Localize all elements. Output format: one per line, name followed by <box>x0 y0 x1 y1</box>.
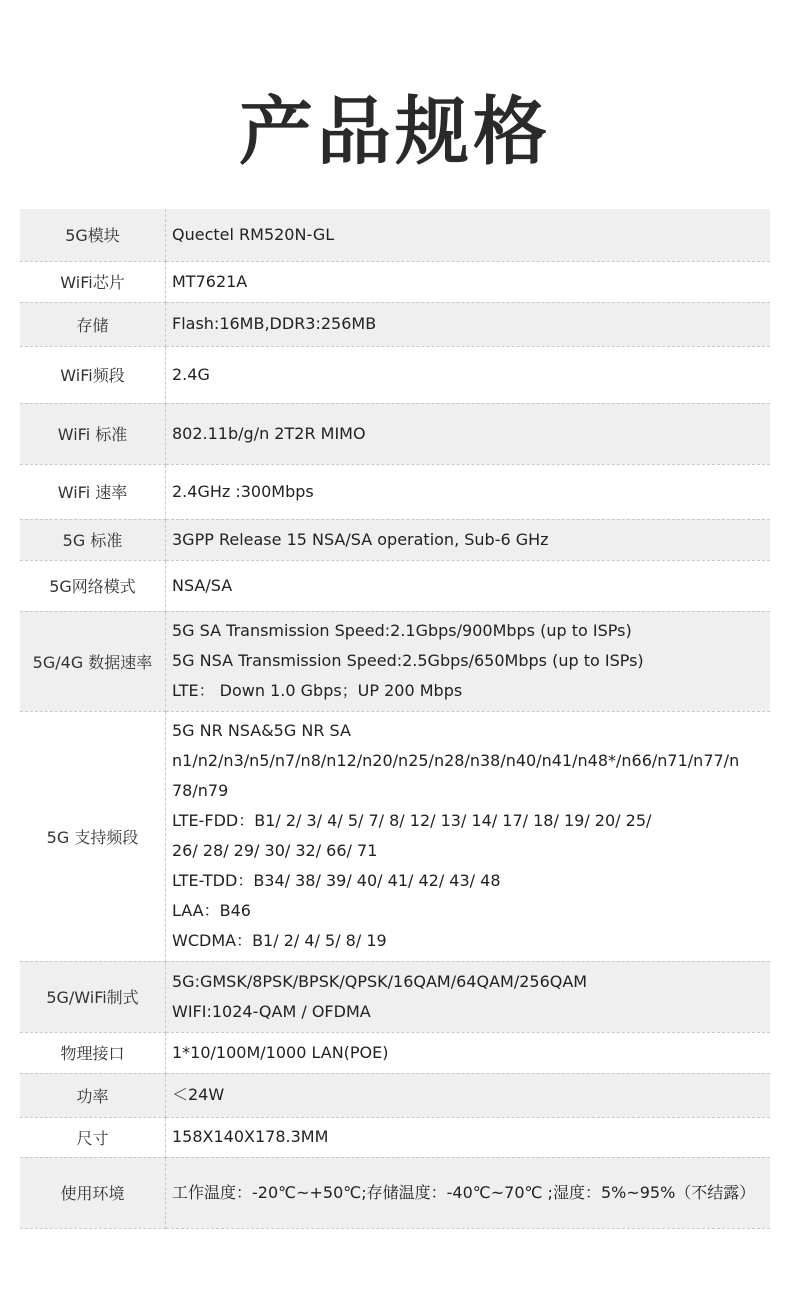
spec-value <box>166 261 771 302</box>
spec-row-wifi-chip <box>20 261 770 302</box>
spec-table <box>20 209 770 1229</box>
spec-value-line: MT7621A <box>172 271 248 291</box>
spec-value-line: LTE： Down 1.0 Gbps；UP 200 Mbps <box>172 681 463 700</box>
spec-value-line: 5G SA Transmission Speed:2.1Gbps/900Mbps (up to ISPs) <box>172 621 632 640</box>
spec-value <box>166 611 771 711</box>
spec-value-line: Quectel RM520N-GL <box>172 224 335 244</box>
spec-value <box>166 1157 771 1228</box>
spec-value-line: 78/n79 <box>172 781 229 800</box>
spec-value-line: 5G NR NSA&5G NR SA <box>172 721 351 740</box>
spec-value-line: LAA：B46 <box>172 901 251 920</box>
spec-value <box>166 1073 771 1117</box>
spec-value <box>166 346 771 403</box>
spec-value-line: 802.11b/g/n 2T2R MIMO <box>172 423 366 443</box>
spec-label: WiFi 速率 <box>20 464 166 519</box>
spec-label: 5G 支持频段 <box>20 711 166 961</box>
spec-row-data-rate <box>20 611 770 711</box>
spec-value <box>166 560 771 611</box>
spec-label: WiFi频段 <box>20 346 166 403</box>
spec-value-line: 158X140X178.3MM <box>172 1127 329 1146</box>
spec-label: 5G/4G 数据速率 <box>20 611 166 711</box>
spec-value-line: Flash:16MB,DDR3:256MB <box>172 314 377 333</box>
spec-value-line: 3GPP Release 15 NSA/SA operation, Sub-6 GHz <box>172 529 549 549</box>
spec-row-5g-module <box>20 209 770 261</box>
spec-row-wifi-band <box>20 346 770 403</box>
spec-value <box>166 1032 771 1073</box>
spec-row-storage <box>20 302 770 346</box>
spec-label: 5G 标准 <box>20 519 166 560</box>
page-title: 产品规格 <box>239 89 551 175</box>
spec-label: 尺寸 <box>20 1117 166 1157</box>
spec-row-wifi-standard <box>20 403 770 464</box>
spec-row-environment <box>20 1157 770 1228</box>
spec-value-line: ＜24W <box>172 1085 225 1104</box>
spec-value <box>166 209 771 261</box>
spec-label: WiFi芯片 <box>20 261 166 302</box>
spec-value <box>166 464 771 519</box>
spec-value <box>166 961 771 1032</box>
spec-label: 使用环境 <box>20 1157 166 1228</box>
spec-row-physical-interface <box>20 1032 770 1073</box>
spec-value <box>166 519 771 560</box>
spec-label: 5G网络模式 <box>20 560 166 611</box>
spec-label: WiFi 标准 <box>20 403 166 464</box>
spec-value <box>166 1117 771 1157</box>
spec-value-line: 1*10/100M/1000 LAN(POE) <box>172 1042 389 1062</box>
spec-value-line: n1/n2/n3/n5/n7/n8/n12/n20/n25/n28/n38/n40/n41/n48*/n66/n71/n77/n <box>172 751 740 770</box>
spec-row-power <box>20 1073 770 1117</box>
spec-row-5g-network-mode <box>20 560 770 611</box>
spec-label: 功率 <box>20 1073 166 1117</box>
spec-row-5g-standard <box>20 519 770 560</box>
spec-value-line: 2.4G <box>172 364 210 384</box>
spec-value-line: 2.4GHz :300Mbps <box>172 481 314 501</box>
spec-value-line: LTE-FDD：B1/ 2/ 3/ 4/ 5/ 7/ 8/ 12/ 13/ 14/ 17/ 18/ 19/ 20/ 25/ <box>172 811 652 830</box>
spec-row-wifi-rate <box>20 464 770 519</box>
spec-value-line: 26/ 28/ 29/ 30/ 32/ 66/ 71 <box>172 841 378 860</box>
spec-value-line: NSA/SA <box>172 575 233 595</box>
spec-label: 物理接口 <box>20 1032 166 1073</box>
spec-value <box>166 711 771 961</box>
spec-value-line: WIFI:1024-QAM / OFDMA <box>172 1001 371 1021</box>
spec-value-line: 5G:GMSK/8PSK/BPSK/QPSK/16QAM/64QAM/256QAM <box>172 971 588 991</box>
spec-row-modulation <box>20 961 770 1032</box>
spec-value-line: LTE-TDD：B34/ 38/ 39/ 40/ 41/ 42/ 43/ 48 <box>172 871 501 890</box>
spec-row-bands <box>20 711 770 961</box>
spec-label: 5G/WiFi制式 <box>20 961 166 1032</box>
spec-value-line: WCDMA：B1/ 2/ 4/ 5/ 8/ 19 <box>172 931 387 950</box>
spec-value <box>166 302 771 346</box>
spec-value-line: 工作温度：-20℃~+50℃;存储温度：-40℃~70℃ ;湿度：5%~95%（不结露） <box>172 1182 756 1202</box>
spec-label: 存储 <box>20 302 166 346</box>
spec-value-line: 5G NSA Transmission Speed:2.5Gbps/650Mbps (up to ISPs) <box>172 651 644 670</box>
spec-row-dimensions <box>20 1117 770 1157</box>
spec-label: 5G模块 <box>20 209 166 261</box>
spec-value <box>166 403 771 464</box>
